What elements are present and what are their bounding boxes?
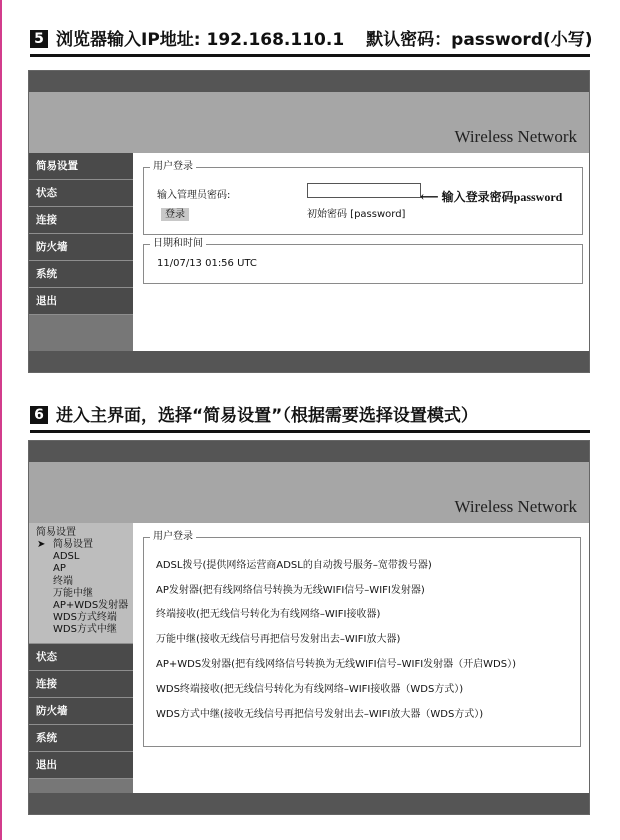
router-main-screenshot	[28, 440, 590, 815]
sub-item-ap-wds[interactable]: AP+WDS发射器	[53, 600, 129, 612]
password-label: 输入管理员密码:	[157, 190, 231, 201]
arrow-left-icon: ⟵	[420, 189, 439, 204]
sub-item-client[interactable]: 终端	[53, 575, 73, 587]
step-5-text: 浏览器输入IP地址: 192.168.110.1	[56, 30, 345, 50]
mode-adsl[interactable]: ADSL拨号(提供网络运营商ADSL的自动拨号服务–宽带拨号器)	[156, 560, 432, 571]
banner-title: Wireless Network	[454, 497, 577, 516]
top-bar	[29, 441, 589, 462]
step-6-text: 进入主界面，选择“简易设置”（根据需要选择设置模式）	[56, 406, 478, 426]
top-bar	[29, 71, 589, 92]
nav-item-status[interactable]: 状态	[29, 180, 133, 207]
sidebar	[29, 153, 133, 351]
step-6-heading	[30, 404, 590, 433]
nav-item-firewall[interactable]: 防火墙	[29, 698, 133, 725]
nav-item-system[interactable]: 系统	[29, 261, 133, 288]
mode-ap[interactable]: AP发射器(把有线网络信号转换为无线WIFI信号–WIFI发射器)	[156, 585, 425, 596]
password-input[interactable]	[307, 183, 421, 198]
nav-item-quick-setup[interactable]: 简易设置	[29, 153, 133, 180]
mode-wds-client[interactable]: WDS终端接收(把无线信号转化为有线网络–WIFI接收器（WDS方式）)	[156, 684, 464, 695]
password-callout-text: 输入登录密码password	[441, 190, 563, 204]
footer-bar	[29, 351, 589, 372]
nav-item-connection[interactable]: 连接	[29, 671, 133, 698]
page-edge-stripe	[0, 0, 2, 840]
nav-group-title[interactable]: 简易设置	[36, 527, 76, 538]
nav-item-connection[interactable]: 连接	[29, 207, 133, 234]
password-callout	[420, 188, 562, 205]
sub-item-adsl[interactable]: ADSL	[53, 551, 80, 563]
mode-client[interactable]: 终端接收(把无线信号转化为有线网络–WIFI接收器)	[156, 609, 381, 620]
login-button[interactable]: 登录	[161, 208, 189, 221]
nav-item-logout[interactable]: 退出	[29, 752, 133, 779]
footer-bar	[29, 793, 589, 814]
mode-fieldset	[143, 531, 581, 747]
banner-title: Wireless Network	[454, 127, 577, 146]
step-5-default-password: 默认密码：password(小写)	[366, 30, 593, 50]
datetime-fieldset	[143, 238, 583, 284]
nav-group-quick-setup	[29, 523, 133, 644]
step-5-heading	[30, 28, 593, 57]
step-6-number: 6	[30, 406, 48, 424]
sub-item-wds-repeater[interactable]: WDS方式中继	[53, 624, 117, 636]
sub-item-universal-repeater[interactable]: 万能中继	[53, 587, 93, 599]
mode-wds-repeater[interactable]: WDS方式中继(接收无线信号再把信号发射出去–WIFI放大器（WDS方式）)	[156, 709, 484, 720]
mode-legend: 用户登录	[150, 531, 196, 543]
sidebar	[29, 523, 133, 793]
nav-item-status[interactable]: 状态	[29, 644, 133, 671]
login-legend: 用户登录	[150, 161, 196, 173]
banner	[29, 92, 589, 153]
mode-universal-repeater[interactable]: 万能中继(接收无线信号再把信号发射出去–WIFI放大器)	[156, 634, 401, 645]
datetime-legend: 日期和时间	[150, 238, 206, 250]
step-5-number: 5	[30, 30, 48, 48]
initial-password-hint: 初始密码 [password]	[307, 209, 406, 220]
nav-item-logout[interactable]: 退出	[29, 288, 133, 315]
sub-item-ap[interactable]: AP	[53, 563, 66, 575]
datetime-value: 11/07/13 01:56 UTC	[157, 258, 257, 269]
nav-item-firewall[interactable]: 防火墙	[29, 234, 133, 261]
sub-item-quick-setup[interactable]: ➤ 简易设置	[29, 539, 133, 551]
sub-item-wds-client[interactable]: WDS方式终端	[53, 612, 117, 624]
nav-item-system[interactable]: 系统	[29, 725, 133, 752]
router-login-screenshot	[28, 70, 590, 373]
main-content	[133, 523, 589, 793]
mode-ap-wds[interactable]: AP+WDS发射器(把有线网络信号转换为无线WIFI信号–WIFI发射器（开启WDS）)	[156, 659, 516, 670]
main-content	[133, 153, 589, 351]
banner	[29, 462, 589, 523]
